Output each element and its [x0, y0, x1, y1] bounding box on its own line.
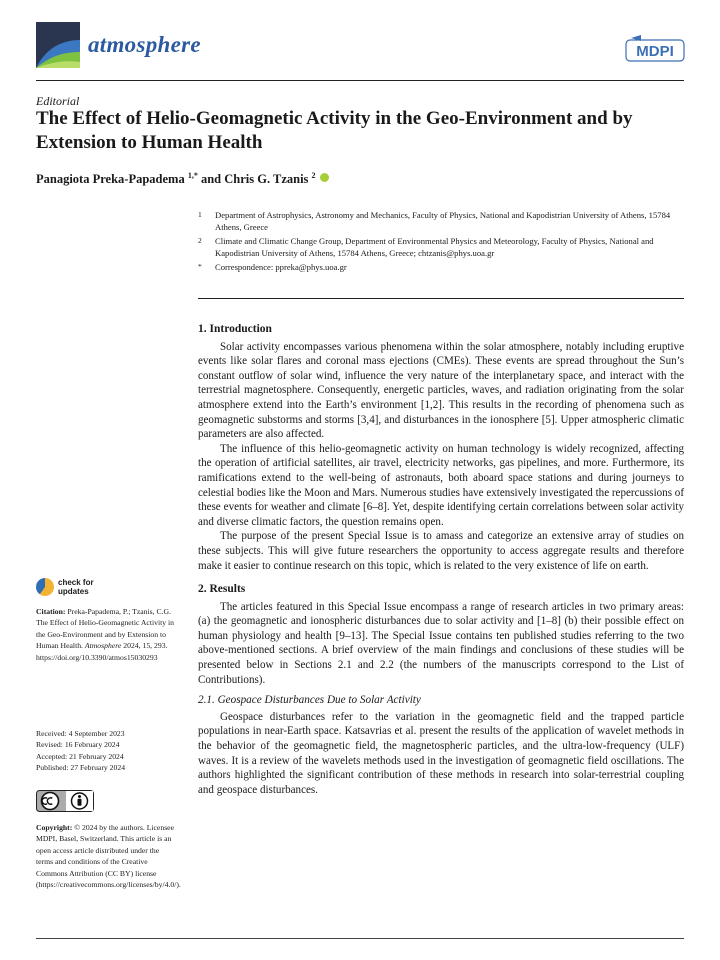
citation-link[interactable]: 2024, 15, 293. https://doi.org/10.3390/atmos15030293 [36, 641, 168, 662]
paragraph: Solar activity encompasses various phenomena within the solar atmosphere, notably including eruptive events like solar flares and coronal mass ejections (CMEs). These events are spread throughout the Sun’s constant outflow of solar wind, influence the very nature of the interplanetary space, and interact with the terrestrial magnetosphere. Consequently, energetic particles, waves, and radiation originating from the solar atmosphere extend into the Earth’s environment [1,2]. This results in the recording of phenomena such as geomagnetic substorms and storms [3,4], and disturbances in the ionosphere [5]. Upper atmospheric climatic parameters are also affected. [198, 340, 684, 441]
copyright-label: Copyright: [36, 823, 73, 832]
journal-logo-icon [36, 22, 80, 68]
author-name: Chris G. Tzanis [224, 172, 309, 187]
orcid-icon[interactable] [320, 173, 329, 182]
author-affiliation-marker: 2 [311, 171, 316, 180]
mdpi-logo-icon [625, 34, 685, 62]
date-received: Received: 4 September 2023 [36, 729, 125, 738]
subsection-heading: 2.1. Geospace Disturbances Due to Solar Activity [198, 694, 421, 707]
author-name: Panagiota Preka-Papadema [36, 172, 185, 187]
header-rule [36, 80, 684, 81]
citation-label: Citation: [36, 607, 66, 616]
affiliation-item: 1 Department of Astrophysics, Astronomy and Mechanics, Faculty of Physics, National and Kapodistrian University of Athens, 15784 Athens, Greece [198, 210, 671, 232]
date-revised: Revised: 16 February 2024 [36, 740, 120, 750]
copyright-block [36, 822, 181, 890]
cc-by-license-icon[interactable] [36, 790, 94, 812]
paragraph: Geospace disturbances refer to the variation in the geomagnetic field and the trapped particle populations in near-Earth space. Katsavrias et al. present the results of the application of wavelet methods in the behavior of the geomagnetic field, the magnetospheric particles, and the ultra-low-frequency (ULF) waves. It is a review of the wavelets methods used in the investigation of geomagnetic field oscillations. The authors highlighted the significant contribution of these methods in research into solar-terrestrial coupling and geospace disturbances. [198, 710, 684, 796]
section-heading: 2. Results [198, 583, 246, 596]
check-for-updates-button[interactable]: check for updates [36, 578, 94, 596]
affiliation-list [198, 210, 688, 277]
correspondence-item: * Correspondence: ppreka@phys.uoa.gr [198, 262, 347, 272]
copyright-text: © 2024 by the authors. Licensee MDPI, Basel, Switzerland. This article is an open access article distributed under the terms and conditions of the Creative Commons Attribution (CC BY) license (https://creativecommons.org/licenses/by/4.0/). [36, 823, 181, 890]
author-joiner: and [197, 172, 225, 187]
paragraph: The purpose of the present Special Issue is to amass and categorize an extensive array of studies on these subjects. This will give future researchers the opportunity to access aggregate results and therefore make it easier to continue research on this topic, which is related to the very existence of life on earth. [198, 530, 684, 572]
article-title: The Effect of Helio-Geomagnetic Activity in the Geo-Environment and by Extension to Human Health [36, 108, 633, 153]
article-body [198, 322, 684, 797]
journal-name: atmosphere [88, 32, 201, 57]
citation-block [36, 606, 178, 663]
citation-journal: Atmosphere [84, 641, 122, 651]
publisher-name: MDPI [636, 43, 674, 60]
date-accepted: Accepted: 21 February 2024 [36, 751, 124, 761]
dates-block [36, 728, 178, 774]
article-type: Editorial [36, 94, 80, 108]
footer-rule [36, 938, 684, 939]
affiliation-item: 2 Climate and Climatic Change Group, Department of Environmental Physics and Meteorology, Faculty of Physics, National and Kapodistrian University of Athens, 15784 Athens, Greece; chtzanis@phys.uoa.gr [198, 236, 654, 258]
author-list [36, 171, 329, 187]
affiliation-rule [198, 298, 684, 299]
paragraph: The articles featured in this Special Issue encompass a range of research articles in two primary areas: (a) the geomagnetic and ionospheric disturbances due to solar activity and [1–8] (b) their possible effect on human physiology and health [9–13]. The Special Issue contains ten published studies referring to the two above-mentioned sections. A brief overview of the main findings and conclusions of these studies will be presented below in Sections 2.1 and 2.2 (the numbers of the manuscripts correspond to the List of Contributions). [198, 600, 684, 686]
author-affiliation-marker: 1,* [187, 171, 198, 180]
citation-text: Preka-Papadema, P.; Tzanis, C.G. The Effect of Helio-Geomagnetic Activity in the Geo-Environment and by Extension to Human Health. [36, 607, 174, 651]
section-heading: 1. Introduction [198, 323, 272, 335]
date-published: Published: 27 February 2024 [36, 763, 126, 773]
check-updates-icon [36, 578, 54, 596]
paragraph: The influence of this helio-geomagnetic activity on human technology is widely recognized, affecting the operation of artificial satellites, air travel, electricity networks, gas pipelines, and more. Furthermore, its ramifications extend to the well-being of astronauts, both aboard space stations and during journeys to celestial bodies like the Moon and Mars. Numerous studies have extensively investigated the repercussions of these events for weather and climate [6–8]. Yet, despite identifying certain correlations between solar activity and diverse climatic factors, the question remains open. [198, 442, 684, 528]
